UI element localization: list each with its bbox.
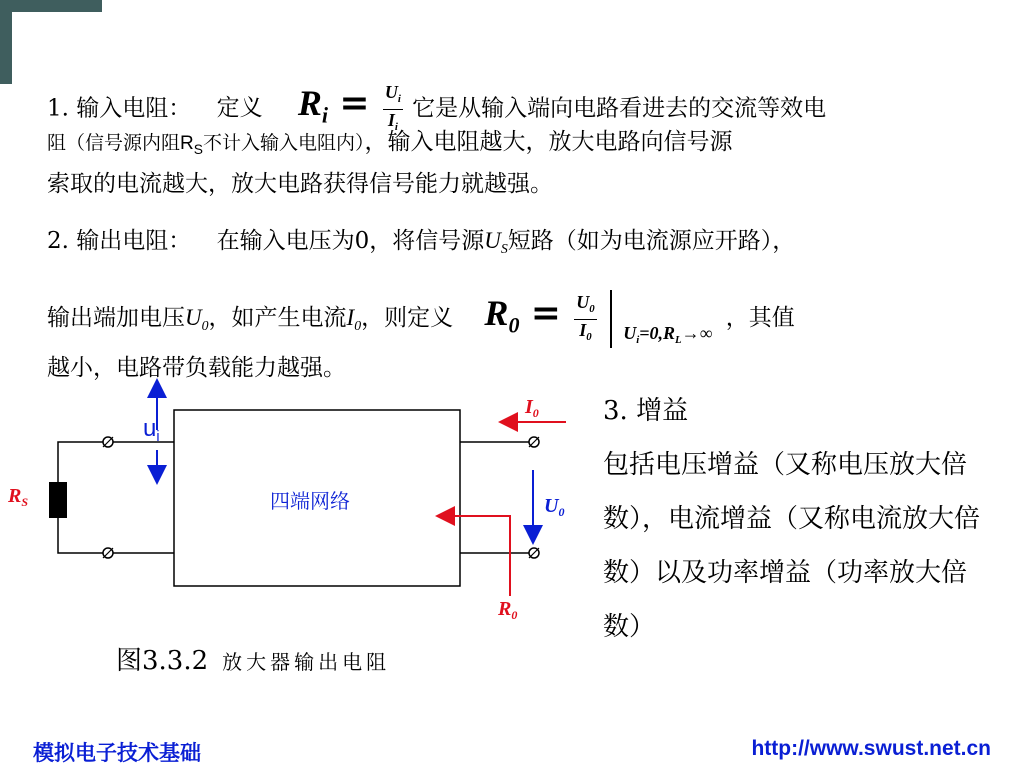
terminal-in-bottom (103, 548, 113, 558)
item2-line1: 2. 输出电阻： 在输入电压为0，将信号源$U_S$短路（如为电流源应开路）， (47, 228, 796, 256)
item2-condition: Ui=0,RL→∞ (623, 323, 713, 346)
footer-course-title: 模拟电子技术基础 (33, 741, 201, 765)
figure-caption: 图3.3.2 放大器输出电阻 (116, 646, 391, 676)
item3-title: 3. 增益 (603, 396, 689, 426)
terminal-out-bottom (529, 548, 539, 558)
footer-url-link[interactable]: http://www.swust.net.cn (751, 737, 991, 760)
terminal-in-top (103, 437, 113, 447)
item1-line3: 索取的电流越大，放大电路获得信号能力就越强。 (47, 171, 553, 197)
ui-label: $u_i$ (143, 415, 160, 446)
item2-formula: R0 = $\frac{U_0}{I_0}$ $_{U_i=0,R_L\to\infty}$ (484, 305, 719, 331)
item3-body: 包括电压增益（又称电压放大倍数），电流增益（又称电流放大倍数）以及功率增益（功率放大倍数） (603, 450, 981, 642)
i0-label: $I_0$ (525, 396, 539, 421)
rs-resistor (49, 482, 67, 518)
item2-fraction: $\frac{U_0}{I_0}$ (576, 291, 595, 343)
r0-arrow (445, 516, 510, 596)
network-label: 四端网络 (270, 489, 350, 513)
item1-desc-a: 它是从输入端向电路看进去的交流等效电 (412, 95, 827, 122)
r0-label: $R_0$ (498, 598, 518, 623)
item1-fraction: $\frac{U_i}{I_i}$ (384, 82, 401, 133)
item2-line2: 输出端加电压$U_0$，如产生电流$I_0$，则定义 R0 = $\frac{U_0}{I_0}$ $_{U_i=0,R_L\to\infty}$ ，其值 (47, 290, 795, 356)
item1-line2: 阻（信号源内阻$R_S$不计入输入电阻内），输入电阻越大，放大电路向信号源 (47, 129, 733, 157)
item2-line3: 越小，电路带负载能力越强。 (47, 355, 346, 381)
u0-label: $U_0$ (544, 495, 565, 520)
item1-prefix: 1. 输入电阻： (47, 95, 192, 122)
terminal-out-top (529, 437, 539, 447)
item1-formula: Ri = $\frac{U_i}{I_i}$ (298, 95, 412, 121)
rs-label: $R_S$ (8, 485, 29, 510)
item1-define: 定义 (216, 95, 263, 122)
item3-block (603, 384, 993, 654)
